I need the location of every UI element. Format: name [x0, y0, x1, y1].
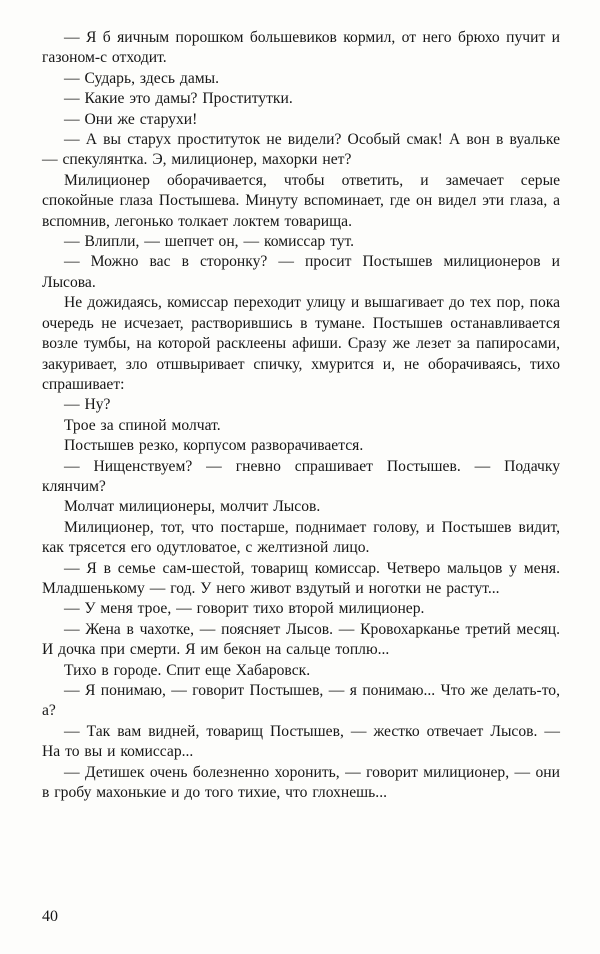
- paragraph-21: — Так вам видней, товарищ Постышев, — жестко отвечает Лысов. — На то вы и комиссар...: [42, 722, 560, 761]
- paragraph-18: — Жена в чахотке, — поясняет Лысов. — Кровохарканье третий месяц. И дочка при смерти. Я им бекон на сальце топлю...: [42, 620, 560, 659]
- paragraph-19: Тихо в городе. Спит еще Хабаровск.: [64, 661, 311, 679]
- page-body-text: [42, 28, 560, 803]
- paragraph-16: — Я в семье сам-шестой, товарищ комиссар. Четверо мальцов у меня. Младшенькому — год. У него живот вздутый и ноготки не растут...: [42, 559, 560, 597]
- paragraph-12: Постышев резко, корпусом разворачивается.: [64, 437, 364, 455]
- paragraph-22: — Детишек очень болезненно хоронить, — говорит милиционер, — они в гробу махонькие и до того тихие, что глохнешь...: [42, 763, 560, 802]
- paragraph-5: — А вы старух проституток не видели? Особый смак! А вон в вуальке — спекулянтка. Э, милиционер, махорки нет?: [42, 131, 560, 169]
- paragraph-8: — Можно вас в сторонку? — просит Постышев милиционеров и Лысова.: [42, 253, 560, 291]
- paragraph-13: — Нищенствуем? — гневно спрашивает Постышев. — Подачку клянчим?: [42, 457, 560, 495]
- paragraph-14: Молчат милиционеры, молчит Лысов.: [64, 498, 321, 516]
- paragraph-9: Не дожидаясь, комиссар переходит улицу и вышагивает до тех пор, пока очередь не исчезает, растворившись в тумане. Постышев останавливается возле тумбы, на которой расклеены афиши. Сразу же лезет за папиросами, закуривает, зло отшвыривает спичку, хмурится и, не оборачиваясь, тихо спрашивает:: [42, 294, 560, 393]
- paragraph-4: — Они же старухи!: [64, 110, 198, 128]
- paragraph-17: — У меня трое, — говорит тихо второй милиционер.: [64, 600, 425, 618]
- paragraph-2: — Сударь, здесь дамы.: [64, 69, 220, 87]
- paragraph-7: — Влипли, — шепчет он, — комиссар тут.: [64, 233, 355, 251]
- paragraph-11: Трое за спиной молчат.: [64, 416, 221, 434]
- paragraph-15: Милиционер, тот, что постарше, поднимает голову, и Постышев видит, как трясется его одутловатое, с желтизной лицо.: [42, 518, 560, 557]
- paragraph-20: — Я понимаю, — говорит Постышев, — я понимаю... Что же делать-то, а?: [42, 682, 560, 720]
- paragraph-6: Милиционер оборачивается, чтобы ответить, и замечает серые спокойные глаза Постышева. Минуту вспоминает, где он видел эти глаза, а вспомнив, легонько толкает локтем товарища.: [42, 171, 560, 230]
- paragraph-3: — Какие это дамы? Проститутки.: [64, 90, 293, 108]
- paragraph-1: — Я б яичным порошком большевиков кормил, от него брюхо пучит и газоном-с отходит.: [42, 29, 560, 67]
- page-number: 40: [42, 908, 58, 925]
- paragraph-10: — Ну?: [64, 396, 111, 414]
